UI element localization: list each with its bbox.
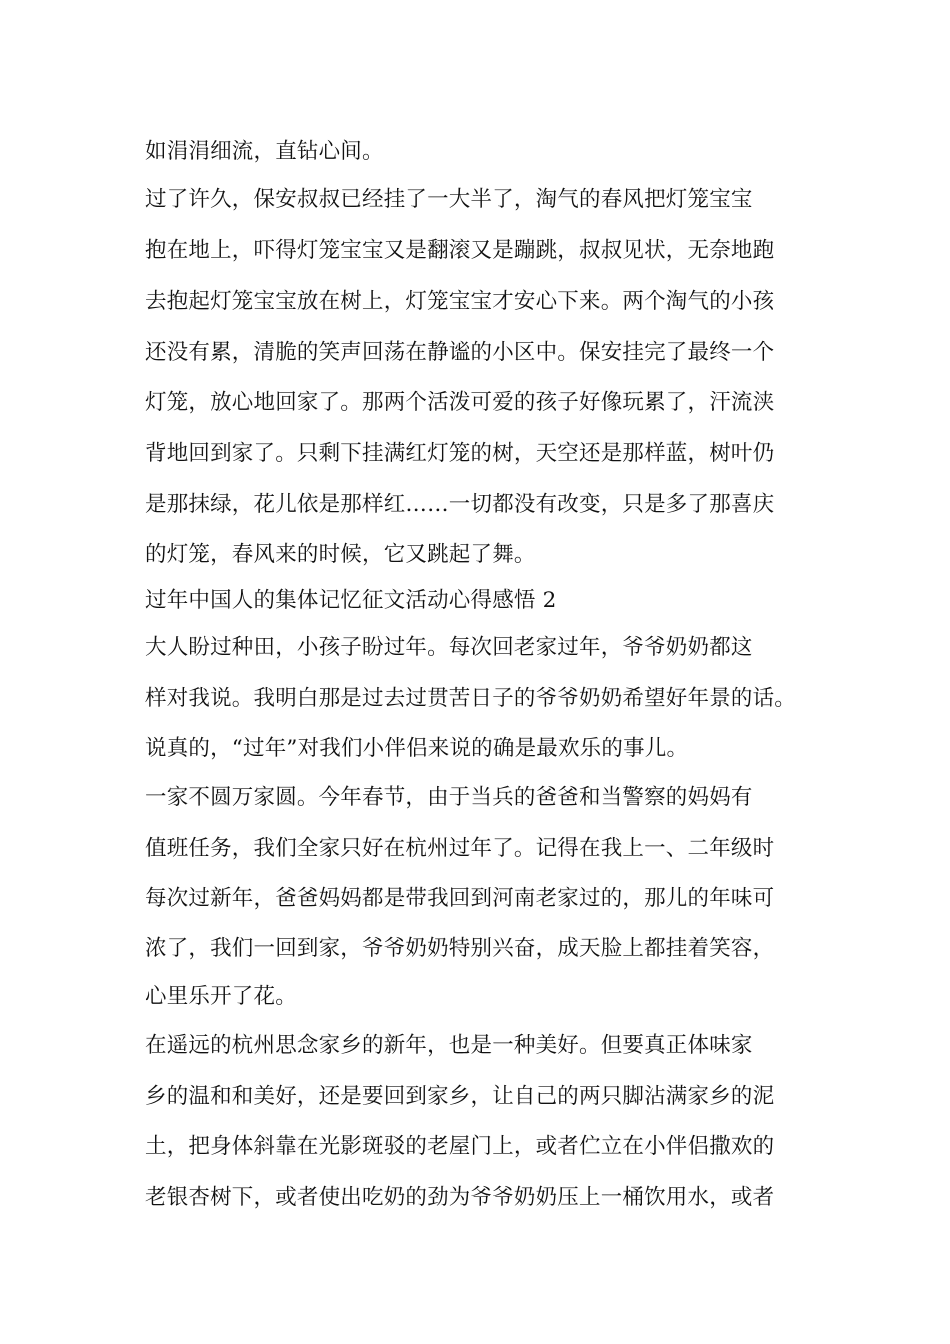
- text-line: 老银杏树下，或者使出吃奶的劲为爷爷奶奶压上一桶饮用水，或者: [145, 1185, 775, 1210]
- text-line: 说真的，“过年”对我们小伴侣来说的确是最欢乐的事儿。: [145, 736, 689, 761]
- text-line: 抱在地上，吓得灯笼宝宝又是翻滚又是蹦跳，叔叔见状，无奈地跑: [145, 238, 775, 263]
- text-line: 去抱起灯笼宝宝放在树上，灯笼宝宝才安心下来。两个淘气的小孩: [145, 289, 775, 314]
- text-line: 样对我说。我明白那是过去过贯苦日子的爷爷奶奶希望好年景的话。: [145, 686, 797, 711]
- text-line: 每次过新年，爸爸妈妈都是带我回到河南老家过的，那儿的年味可: [145, 886, 775, 911]
- text-line: 土，把身体斜靠在光影斑驳的老屋门上，或者伫立在小伴侣撒欢的: [145, 1134, 775, 1159]
- text-line: 是那抹绿，花儿依是那样红……一切都没有改变，只是多了那喜庆: [145, 492, 775, 517]
- text-line: 如涓涓细流，直钻心间。: [145, 139, 384, 164]
- text-line: 背地回到家了。只剩下挂满红灯笼的树，天空还是那样蓝，树叶仍: [145, 441, 775, 466]
- text-line: 乡的温和和美好，还是要回到家乡，让自己的两只脚沾满家乡的泥: [145, 1084, 775, 1109]
- section-heading: 过年中国人的集体记忆征文活动心得感悟 2: [145, 588, 557, 613]
- text-line: 在遥远的杭州思念家乡的新年，也是一种美好。但要真正体味家: [145, 1033, 753, 1058]
- text-line: 过了许久，保安叔叔已经挂了一大半了，淘气的春风把灯笼宝宝: [145, 187, 753, 212]
- text-line: 的灯笼，春风来的时候，它又跳起了舞。: [145, 542, 536, 567]
- text-line: 浓了，我们一回到家，爷爷奶奶特别兴奋，成天脸上都挂着笑容，: [145, 936, 775, 961]
- text-line: 灯笼，放心地回家了。那两个活泼可爱的孩子好像玩累了，汗流浃: [145, 390, 775, 415]
- text-line: 一家不圆万家圆。今年春节，由于当兵的爸爸和当警察的妈妈有: [145, 785, 753, 810]
- text-line: 还没有累，清脆的笑声回荡在静谧的小区中。保安挂完了最终一个: [145, 340, 775, 365]
- text-line: 心里乐开了花。: [145, 984, 297, 1009]
- text-line: 值班任务，我们全家只好在杭州过年了。记得在我上一、二年级时: [145, 836, 775, 861]
- text-line: 大人盼过种田，小孩子盼过年。每次回老家过年，爷爷奶奶都这: [145, 635, 753, 660]
